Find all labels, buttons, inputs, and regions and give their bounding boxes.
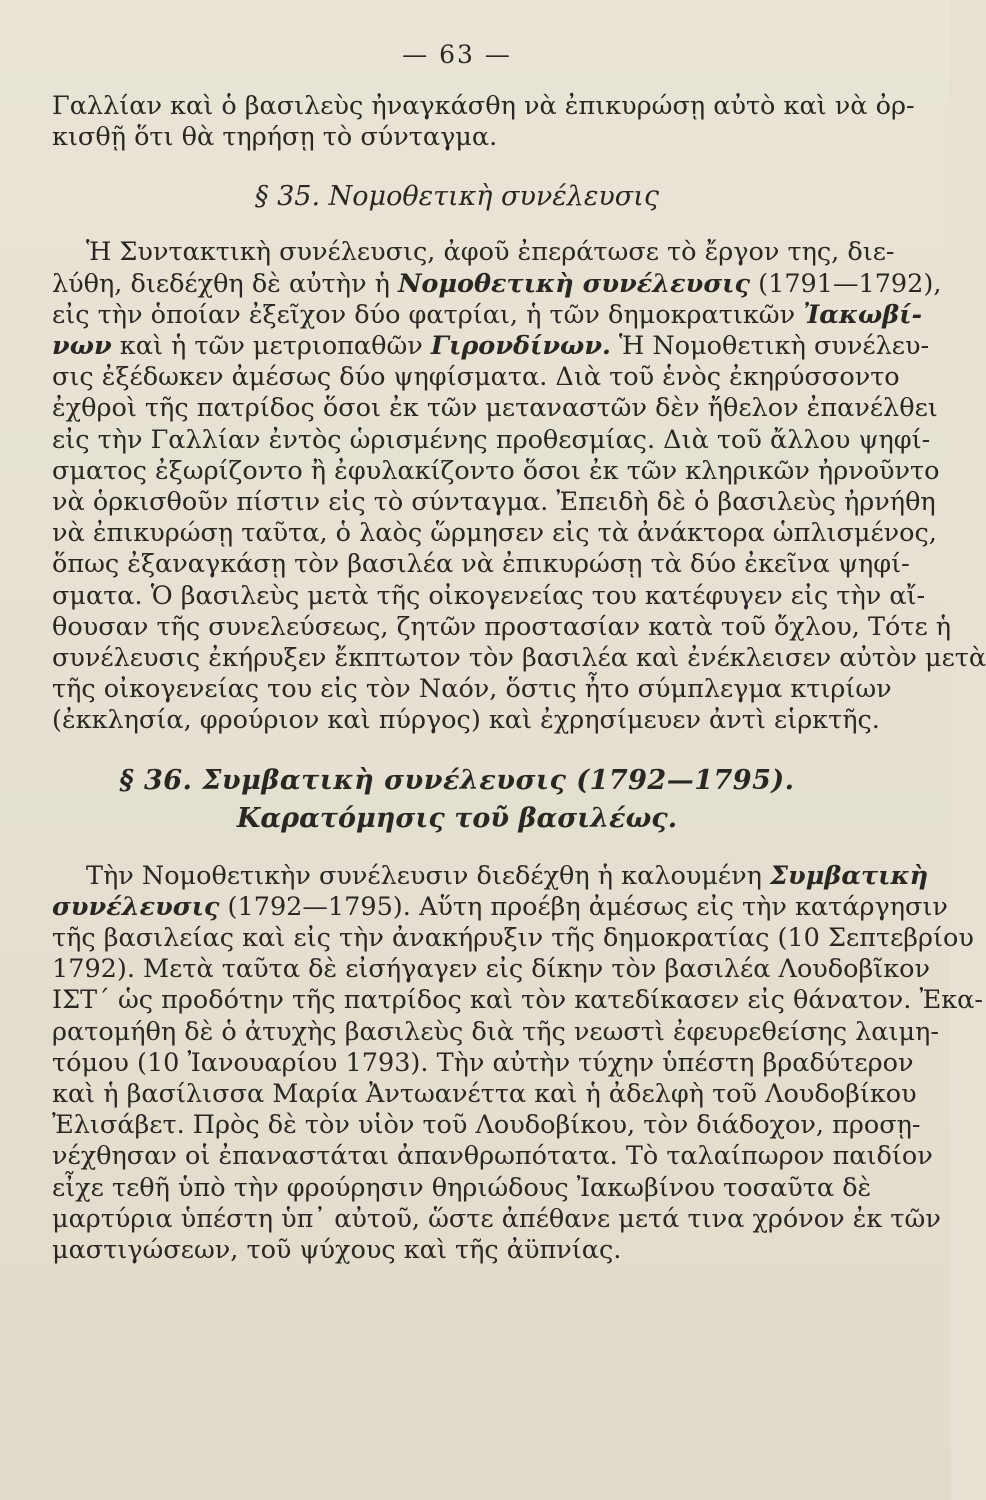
- term-symvatiki: Συμβατικὴ: [770, 860, 929, 891]
- text-line: συνέλευσις ἐκήρυξεν ἔκπτωτον τὸν βασιλέα καὶ ἐνέκλεισεν αὐτὸν μετὰ: [52, 643, 986, 674]
- section-36-heading: § 36. Συμβατικὴ συνέλευσις (1792—1795).: [119, 764, 795, 796]
- text-line: νων καὶ ἡ τῶν μετριοπαθῶν Γιρονδίνων. Ἡ Νομοθετικὴ συνέλευ-: [52, 331, 930, 362]
- text-line: Ἐλισάβετ. Πρὸς δὲ τὸν υἱὸν τοῦ Λουδοβίκου, τὸν διάδοχον, προσῃ-: [52, 1110, 921, 1141]
- text-line: ΙΣΤ΄ ὡς προδότην τῆς πατρίδος καὶ τὸν κατεδίκασεν εἰς θάνατον. Ἐκα-: [52, 985, 984, 1016]
- text-line: 1792). Μετὰ ταῦτα δὲ εἰσήγαγεν εἰς δίκην τὸν βασιλέα Λουδοβῖκον: [52, 954, 931, 985]
- text-line: νὰ ὁρκισθοῦν πίστιν εἰς τὸ σύνταγμα. Ἐπειδὴ δὲ ὁ βασιλεὺς ἠρνήθη: [52, 487, 936, 518]
- text-line: τῆς βασιλείας καὶ εἰς τὴν ἀνακήρυξιν τῆς δημοκρατίας (10 Σεπτεβρίου: [52, 923, 974, 954]
- text-line: ὅπως ἐξαναγκάσῃ τὸν βασιλέα νὰ ἐπικυρώσῃ τὰ δύο ἐκεῖνα ψηφί-: [52, 549, 910, 580]
- text-line: ἐχθροὶ τῆς πατρίδος ὅσοι ἐκ τῶν μεταναστῶν δὲν ἤθελον ἐπανέλθει: [52, 393, 938, 424]
- text-line: καὶ ἡ βασίλισσα Μαρία Ἀντωανέττα καὶ ἡ ἀδελφὴ τοῦ Λουδοβίκου: [52, 1079, 917, 1110]
- text-line: σματα. Ὁ βασιλεὺς μετὰ τῆς οἰκογενείας του κατέφυγεν εἰς τὴν αἴ-: [52, 580, 926, 611]
- term-girondinoi: Γιρονδίνων.: [430, 331, 611, 362]
- section-36-paragraph: [52, 860, 984, 1267]
- text-line: εἰς τὴν ὁποίαν ἐξεῖχον δύο φατρίαι, ἡ τῶν δημοκρατικῶν Ἰακωβί-: [52, 299, 923, 330]
- text-line: κισθῇ ὅτι θὰ τηρήσῃ τὸ σύνταγμα.: [52, 122, 498, 153]
- continuation-paragraph: [52, 91, 915, 153]
- text-line: νὰ ἐπικυρώσῃ ταῦτα, ὁ λαὸς ὥρμησεν εἰς τὰ ἀνάκτορα ὡπλισμένος,: [52, 518, 937, 549]
- page-number: — 63 —: [402, 40, 512, 69]
- section-35-paragraph: [52, 237, 986, 736]
- text-line: τόμου (10 Ἰανουαρίου 1793). Τὴν αὐτὴν τύχην ὑπέστη βραδύτερον: [52, 1047, 914, 1078]
- text-line: θουσαν τῆς συνελεύσεως, ζητῶν προστασίαν κατὰ τοῦ ὄχλου, Τότε ἡ: [52, 611, 952, 642]
- text-line: λύθη, διεδέχθη δὲ αὐτὴν ἡ Νομοθετικὴ συνέλευσις (1791—1792),: [52, 268, 942, 299]
- term-iakovinoi: Ἰακωβί-: [803, 299, 923, 330]
- text-line: Ἡ Συντακτικὴ συνέλευσις, ἀφοῦ ἐπεράτωσε τὸ ἔργον της, διε-: [86, 237, 895, 268]
- text-line: συνέλευσις (1792—1795). Αὕτη προέβη ἀμέσως εἰς τὴν κατάργησιν: [52, 891, 948, 922]
- section-36-subheading: Καρατόμησις τοῦ βασιλέως.: [236, 802, 678, 834]
- text-line: σματος ἐξωρίζοντο ἢ ἐφυλακίζοντο ὅσοι ἐκ τῶν κληρικῶν ἠρνοῦντο: [52, 455, 940, 486]
- text-line: ρατομήθη δὲ ὁ ἀτυχὴς βασιλεὺς διὰ τῆς νεωστὶ ἐφευρεθείσης λαιμη-: [52, 1016, 939, 1047]
- text-line: εἶχε τεθῆ ὑπὸ τὴν φρούρησιν θηριώδους Ἰακωβίνου τοσαῦτα δὲ: [52, 1172, 872, 1203]
- text-line: εἰς τὴν Γαλλίαν ἐντὸς ὡρισμένης προθεσμίας. Διὰ τοῦ ἄλλου ψηφί-: [52, 424, 931, 455]
- text-line: Τὴν Νομοθετικὴν συνέλευσιν διεδέχθη ἡ καλουμένη Συμβατικὴ: [86, 860, 929, 891]
- text-line: σις ἐξέδωκεν ἀμέσως δύο ψηφίσματα. Διὰ τοῦ ἑνὸς ἐκηρύσσοντο: [52, 362, 900, 393]
- text-line: νέχθησαν οἱ ἐπαναστάται ἀπανθρωπότατα. Τὸ ταλαίπωρον παιδίον: [52, 1141, 933, 1172]
- text-line: Γαλλίαν καὶ ὁ βασιλεὺς ἠναγκάσθη νὰ ἐπικυρώσῃ αὐτὸ καὶ νὰ ὀρ-: [52, 91, 915, 121]
- term-nomothetiki: Νομοθετικὴ συνέλευσις: [398, 268, 751, 299]
- section-35-heading: § 35. Νομοθετικὴ συνέλευσις: [255, 181, 659, 213]
- text-line: μαρτύρια ὑπέστη ὑπ᾽ αὐτοῦ, ὥστε ἀπέθανε μετά τινα χρόνον ἐκ τῶν: [52, 1203, 941, 1234]
- text-line: μαστιγώσεων, τοῦ ψύχους καὶ τῆς ἀϋπνίας.: [52, 1235, 622, 1266]
- text-line: τῆς οἰκογενείας του εἰς τὸν Ναόν, ὅστις ἦτο σύμπλεγμα κτιρίων: [52, 674, 892, 705]
- text-line: (ἐκκλησία, φρούριον καὶ πύργος) καὶ ἐχρησίμευεν ἀντὶ εἱρκτῆς.: [52, 705, 880, 736]
